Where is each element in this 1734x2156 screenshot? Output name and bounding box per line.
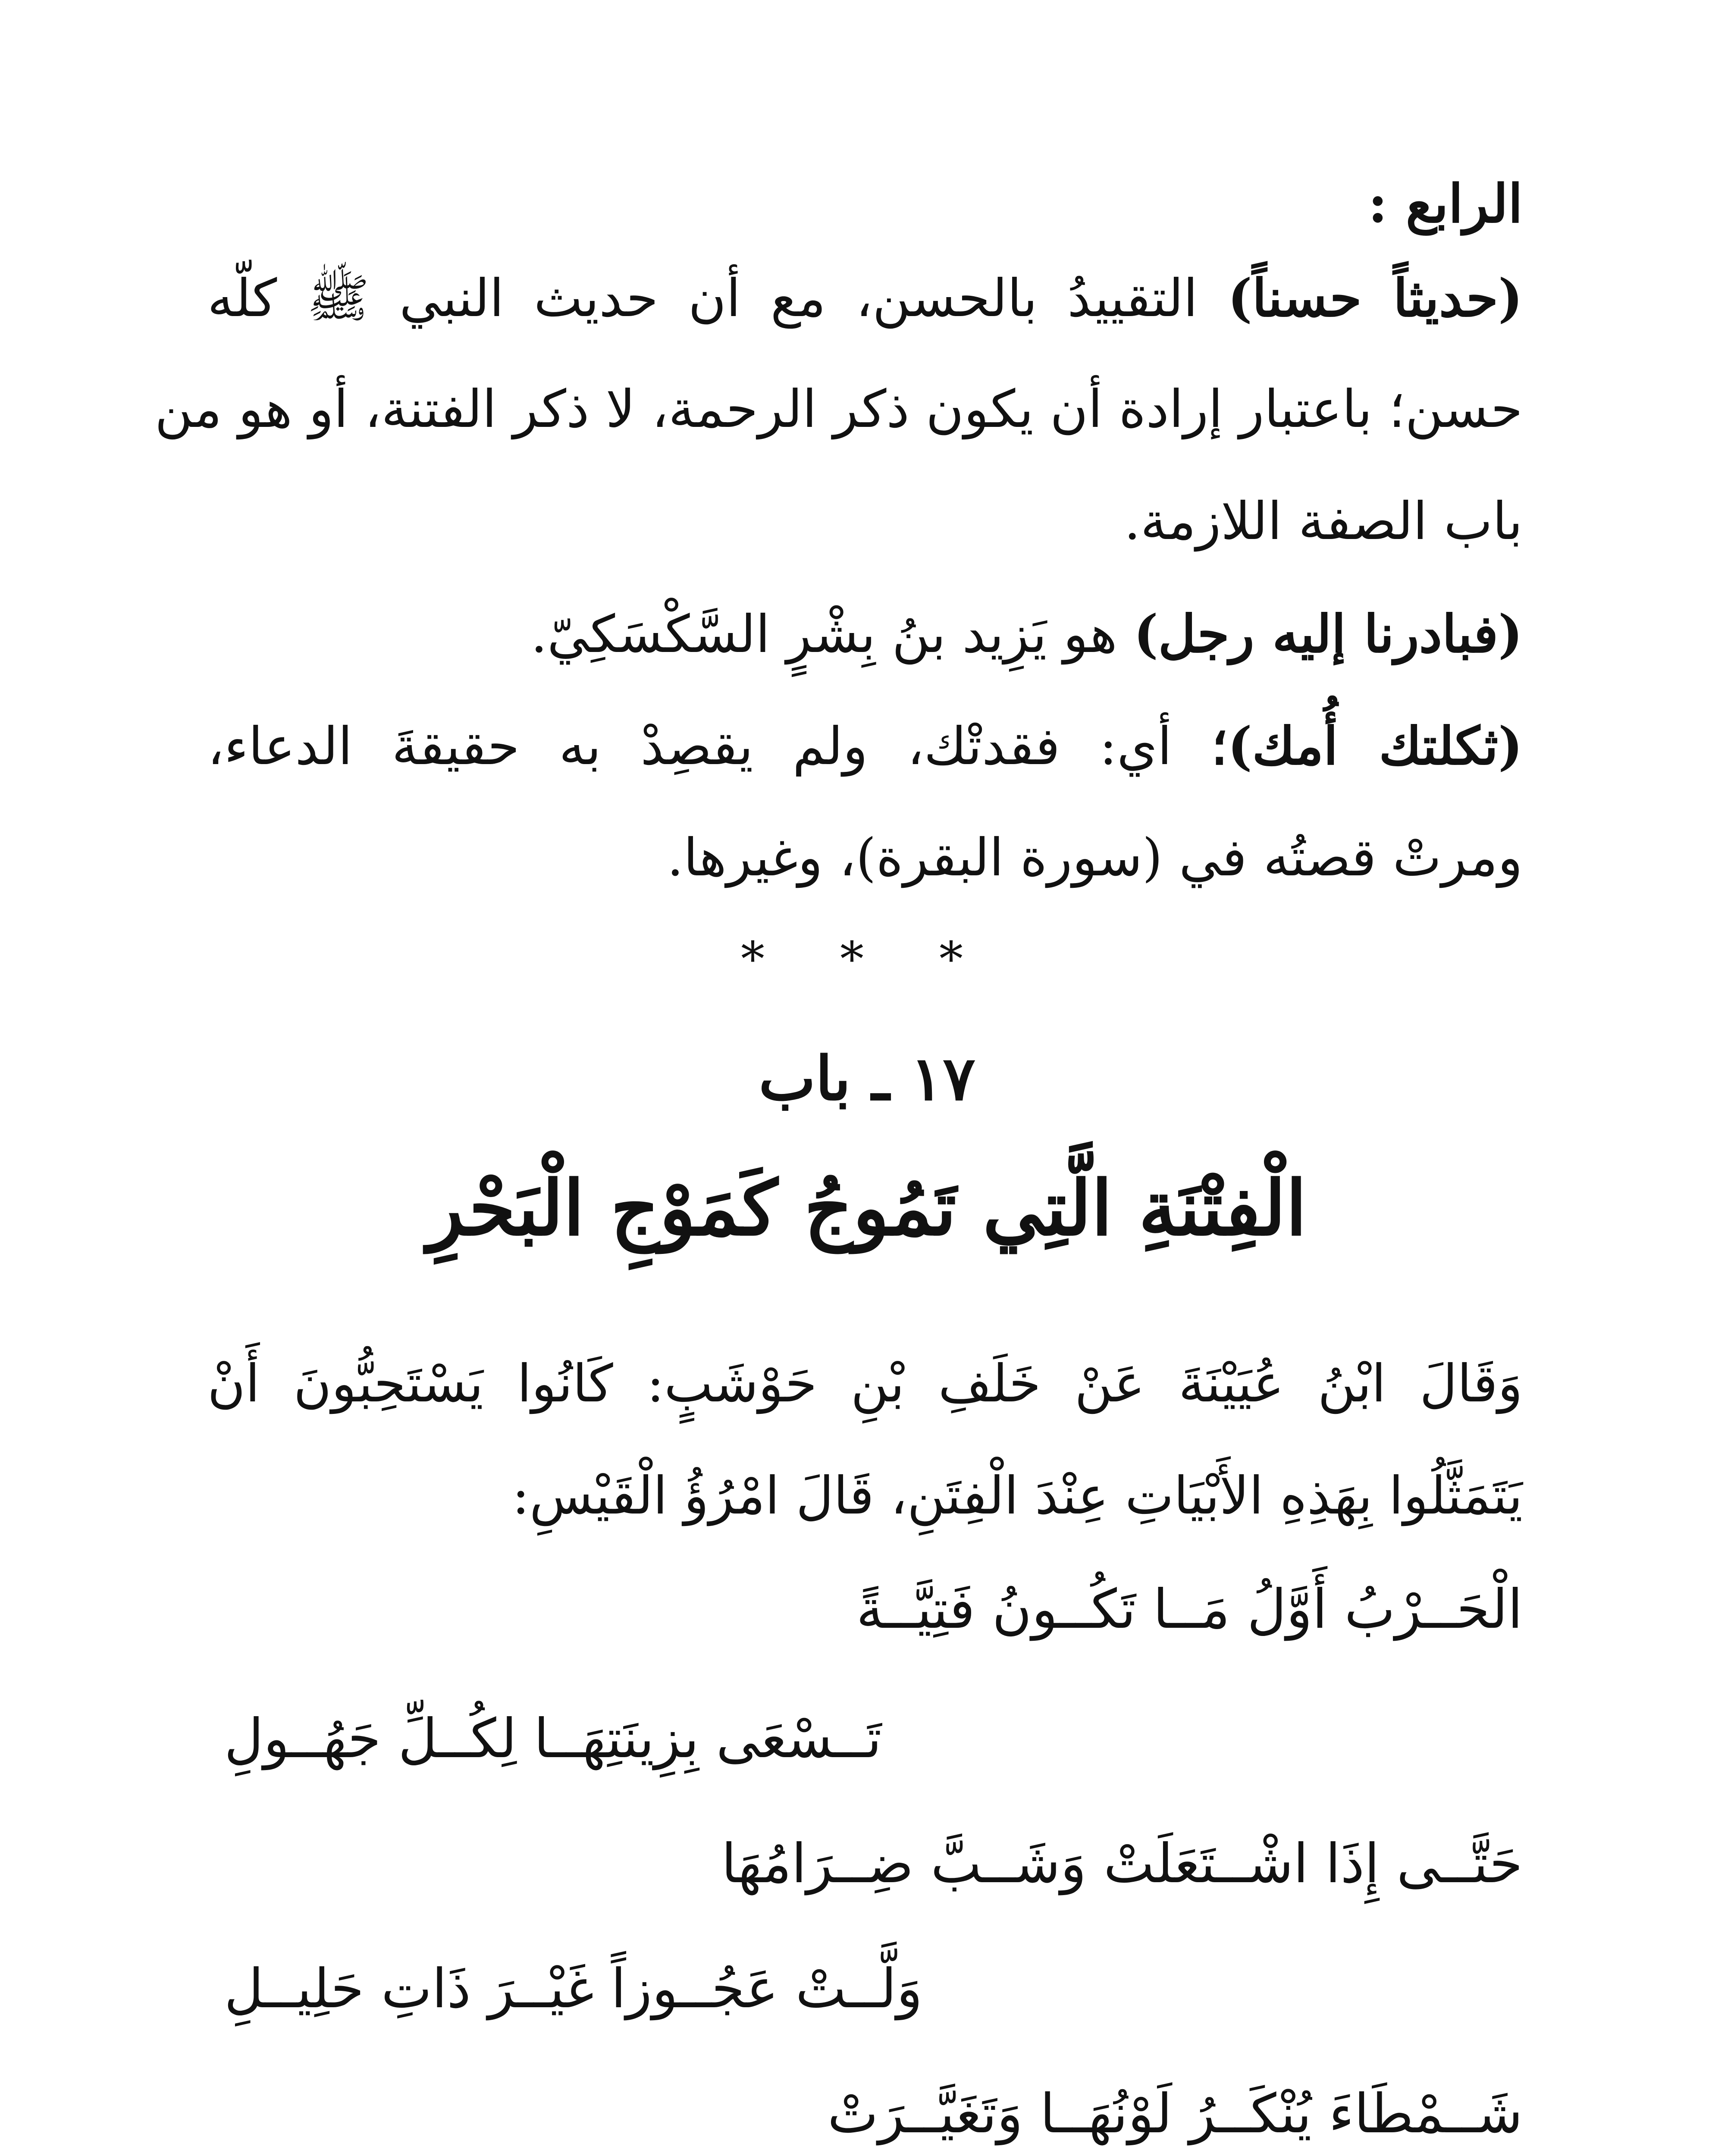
poem-verse: شَــمْطَاءَ يُنْكَــرُ لَوْنُهَــا وَتَغَيَّــرَتْ: [827, 2083, 1523, 2145]
bold-quote: (ثكلتك أُمك)؛: [1211, 716, 1523, 777]
chapter-title: الْفِتْنَةِ الَّتِي تَمُوجُ كَمَوْجِ الْبَحْرِ: [427, 1164, 1307, 1253]
bold-quote: (فبادرنا إليه رجل): [1133, 604, 1523, 664]
paragraph-line: حسن؛ باعتبار إرادة أن يكون ذكر الرحمة، لا ذكر الفتنة، أو هو من: [154, 379, 1523, 439]
paragraph-text: التقييدُ بالحسن، مع أن حديث النبي ﷺ كلّه: [207, 269, 1228, 329]
bold-quote: (حديثاً حسناً): [1227, 268, 1523, 329]
poem-verse: تَــسْعَى بِزِينَتِهَــا لِكُــلِّ جَهُــولِ: [224, 1708, 882, 1770]
section-label: الرابع :: [1368, 172, 1523, 235]
paragraph-line: [207, 267, 1523, 342]
paragraph-line: [207, 604, 1523, 664]
paragraph-text: هو يَزِيد بنُ بِشْرٍ السَّكْسَكِيّ.: [530, 605, 1134, 664]
poem-verse: وَلَّــتْ عَجُــوزاً غَيْــرَ ذَاتِ حَلِيــلِ: [224, 1958, 923, 2020]
paragraph-line: [207, 716, 1523, 777]
poem-verse: حَتَّــى إِذَا اشْــتَعَلَتْ وَشَــبَّ ضِــرَامُهَا: [721, 1833, 1523, 1895]
intro-line: وَقَالَ ابْنُ عُيَيْنَةَ عَنْ خَلَفِ بْنِ حَوْشَبٍ: كَانُوا يَسْتَحِبُّونَ أَنْ: [207, 1354, 1523, 1414]
poem-verse: الْحَــرْبُ أَوَّلُ مَــا تَكُــونُ فَتِيَّــةً: [856, 1578, 1523, 1641]
section-divider: * * *: [741, 931, 993, 987]
paragraph-line: ومرتْ قصتُه في (سورة البقرة)، وغيرها.: [667, 828, 1523, 888]
intro-line: يَتَمَثَّلُوا بِهَذِهِ الأَبْيَاتِ عِنْدَ الْفِتَنِ، قَالَ امْرُؤُ الْقَيْسِ:: [512, 1466, 1523, 1526]
paragraph-line: باب الصفة اللازمة.: [1124, 492, 1523, 552]
paragraph-text: أي: فقدتْك، ولم يقصِدْ به حقيقةَ الدعاء،: [207, 717, 1211, 777]
chapter-number: ١٧ ـ باب: [759, 1044, 975, 1114]
